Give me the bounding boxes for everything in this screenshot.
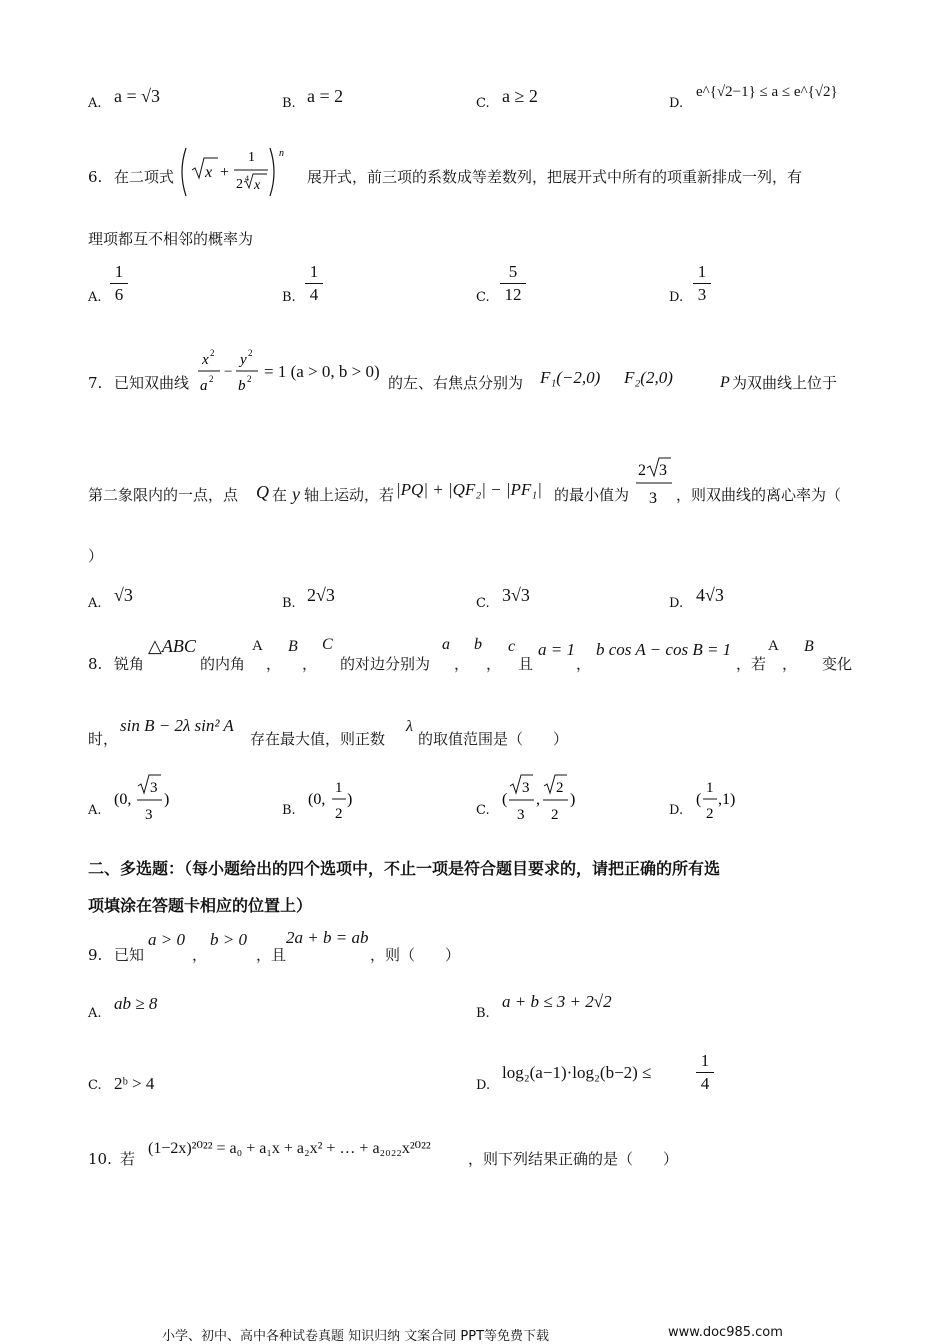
q5-option-a-label: A.: [88, 96, 102, 111]
q10-number: 10.: [88, 1150, 112, 1168]
q7-line2-e: ，则双曲线的离心率为（: [676, 486, 842, 504]
q6-option-a-fraction: 1 6: [110, 262, 128, 305]
svg-text:2: 2: [556, 780, 564, 796]
svg-text:,: ,: [536, 791, 540, 808]
svg-text:+: +: [220, 164, 230, 181]
q10-text-1: 若: [120, 1150, 136, 1168]
q6-option-b-fraction: 1 4: [305, 262, 323, 305]
svg-text:): ): [164, 791, 170, 808]
q5-option-d-label: D.: [669, 96, 684, 111]
q8-eq-bcos: b cos A − cos B = 1: [596, 640, 732, 659]
q9-text-1: 已知: [114, 946, 145, 964]
q8-side-c: c: [508, 638, 516, 655]
q7-hyperbola-fractions: [196, 346, 262, 398]
q6-option-d-fraction: 1 3: [693, 262, 711, 305]
q7-point-q: Q: [256, 482, 269, 502]
svg-text:(: (: [696, 791, 702, 808]
svg-text:1: 1: [335, 780, 343, 796]
q9-option-a-expr: ab ≥ 8: [114, 994, 158, 1013]
svg-text:3: 3: [150, 780, 158, 796]
q9-cond-a: a > 0: [148, 930, 185, 949]
svg-text:3: 3: [659, 462, 667, 479]
q7-option-c-expr: 3√3: [502, 585, 530, 605]
q8-angle-b-2: B: [804, 638, 814, 655]
section-title-line1: 二、多选题：（每小题给出的四个选项中，不止一项是符合题目要求的，请把正确的所有选: [88, 859, 721, 878]
svg-text:b: b: [238, 378, 246, 394]
svg-text:2: 2: [209, 374, 214, 384]
q8-comma-5: ，: [576, 655, 592, 673]
q7-focus-f2: F₂(2,0): [624, 368, 673, 387]
q8-option-c-interval: [500, 772, 582, 826]
footer-text: 小学、初中、高中各种试卷真题 知识归纳 文案合同 PPT等免费下载: [162, 1329, 550, 1344]
svg-text:2: 2: [551, 807, 559, 823]
q8-option-c-label: C.: [476, 803, 490, 818]
svg-text:): ): [347, 791, 353, 808]
q5-option-a-expr: a = √3: [114, 86, 161, 106]
q8-option-a-label: A.: [88, 803, 102, 818]
svg-text:x: x: [254, 178, 261, 193]
q7-option-d-expr: 4√3: [696, 585, 724, 605]
q9-cond-b: b > 0: [210, 930, 247, 949]
q8-text-2: 的内角: [200, 655, 246, 673]
q8-triangle-abc: △ABC: [148, 636, 196, 656]
q8-expression: sin B − 2λ sin² A: [120, 716, 234, 735]
q6-option-a-label: A.: [88, 290, 102, 305]
q7-line2-b: 在: [272, 486, 288, 504]
q7-line2-d: 的最小值为: [554, 486, 630, 504]
q8-side-a: a: [442, 636, 450, 653]
svg-text:1: 1: [248, 150, 255, 165]
section-title-line2: 项填涂在答题卡相应的位置上）: [88, 896, 313, 915]
q8-text-6: 变化: [822, 655, 853, 673]
q8-text-1: 锐角: [114, 655, 145, 673]
q9-option-b-label: B.: [476, 1006, 490, 1021]
q8-line2-b: 存在最大值，则正数: [250, 730, 386, 748]
q7-text-pre: 已知双曲线: [114, 374, 190, 392]
q8-text-4: 且: [518, 655, 534, 673]
q9-equation: 2a + b = ab: [286, 928, 369, 947]
q8-lambda: λ: [406, 718, 413, 735]
svg-text:3: 3: [517, 807, 525, 823]
q7-line2-c: 轴上运动，若: [304, 486, 395, 504]
svg-text:y: y: [240, 352, 247, 368]
q6-text-line2: 理项都互不相邻的概率为: [88, 230, 254, 248]
q8-angle-c: C: [322, 636, 333, 653]
q8-comma-3: ，: [454, 655, 470, 673]
q8-option-b-label: B.: [282, 803, 296, 818]
svg-text:3: 3: [145, 807, 153, 823]
q9-text-2: ，且: [256, 946, 287, 964]
q9-option-d-expr: log₂(a−1)·log₂(b−2) ≤: [502, 1063, 652, 1082]
svg-text:2: 2: [236, 177, 243, 192]
q7-option-d-label: D.: [669, 596, 684, 611]
q8-line2-a: 时，: [88, 730, 119, 748]
svg-text:n: n: [279, 148, 284, 159]
q5-option-d-expr: e^{√2−1} ≤ a ≤ e^{√2}: [696, 84, 838, 100]
q7-point-p: P: [720, 374, 730, 391]
q5-option-b-label: B.: [282, 96, 296, 111]
q5-option-c-expr: a ≥ 2: [502, 86, 538, 106]
q8-angle-b: B: [288, 638, 298, 655]
q8-comma-2: ，: [302, 655, 318, 673]
svg-text:2: 2: [706, 806, 714, 822]
q7-line2-a: 第二象限内的一点，点: [88, 486, 239, 504]
svg-text:2: 2: [638, 462, 646, 479]
q7-min-value-fraction: [634, 456, 674, 510]
q7-option-b-expr: 2√3: [307, 585, 335, 605]
q9-option-b-expr: a + b ≤ 3 + 2√2: [502, 992, 612, 1011]
q7-option-a-expr: √3: [114, 585, 133, 605]
q6-option-c-label: C.: [476, 290, 490, 305]
q8-comma-1: ，: [266, 655, 282, 673]
q8-angle-a: A: [252, 638, 263, 654]
q7-close-paren: ）: [88, 547, 104, 565]
svg-text:(0,: (0,: [308, 791, 326, 808]
svg-text:(: (: [502, 791, 508, 808]
q10-text-2: ，则下列结果正确的是（ ）: [468, 1150, 679, 1168]
svg-text:2: 2: [335, 806, 343, 822]
q9-option-d-label: D.: [476, 1078, 491, 1093]
q8-comma-4: ，: [486, 655, 502, 673]
svg-text:,1): ,1): [718, 791, 736, 808]
q8-angle-a-2: A: [768, 638, 779, 654]
q6-option-c-fraction: 5 12: [500, 262, 526, 305]
q9-text-3: ，则（ ）: [370, 946, 461, 964]
q5-option-b-expr: a = 2: [307, 86, 344, 106]
q7-condition: = 1 (a > 0, b > 0): [264, 362, 380, 381]
q8-number: 8.: [88, 655, 103, 673]
q6-binomial-formula: [178, 144, 288, 200]
svg-text:2: 2: [248, 348, 253, 358]
q8-line2-c: 的取值范围是（ ）: [418, 730, 569, 748]
svg-text:2: 2: [247, 374, 252, 384]
q7-focus-f1: F₁(−2,0): [540, 368, 601, 387]
svg-text:4: 4: [245, 174, 249, 183]
q8-comma-6: ，: [782, 655, 798, 673]
q8-option-b-interval: [306, 776, 356, 826]
svg-text:(0,: (0,: [114, 791, 132, 808]
q6-text-post: 展开式，前三项的系数成等差数列，把展开式中所有的项重新排成一列，有: [307, 168, 803, 186]
q8-text-5: ，若: [736, 655, 767, 673]
q8-option-a-interval: [112, 772, 176, 826]
q5-option-c-label: C.: [476, 96, 490, 111]
svg-text:x: x: [205, 164, 213, 181]
q6-option-d-label: D.: [669, 290, 684, 305]
svg-text:−: −: [224, 364, 233, 380]
q7-axis-y: y: [292, 484, 300, 504]
q7-abs-expression: |PQ| + |QF₂| − |PF₁|: [396, 480, 542, 499]
q8-option-d-label: D.: [669, 803, 684, 818]
q9-option-c-expr: 2ᵇ > 4: [114, 1074, 155, 1093]
svg-text:x: x: [202, 352, 209, 368]
svg-text:2: 2: [210, 348, 215, 358]
q8-eq-a1: a = 1: [538, 640, 575, 659]
svg-text:3: 3: [522, 780, 530, 796]
q7-option-b-label: B.: [282, 596, 296, 611]
q9-option-c-label: C.: [88, 1078, 102, 1093]
footer-link[interactable]: www.doc985.com: [668, 1325, 783, 1340]
q9-option-a-label: A.: [88, 1006, 102, 1021]
q6-option-b-label: B.: [282, 290, 296, 305]
q10-expansion: (1−2x)²⁰²² = a₀ + a₁x + a₂x² + … + a₂₀₂₂x²⁰²²: [148, 1140, 431, 1157]
q9-comma: ，: [192, 946, 208, 964]
q7-option-c-label: C.: [476, 596, 490, 611]
q6-number: 6.: [88, 168, 103, 186]
q8-option-d-interval: [694, 776, 744, 826]
svg-text:1: 1: [706, 780, 714, 796]
svg-text:a: a: [200, 378, 208, 394]
q7-text-mid: 的左、右焦点分别为: [388, 374, 524, 392]
svg-text:3: 3: [649, 490, 657, 507]
q9-number: 9.: [88, 946, 103, 964]
q7-option-a-label: A.: [88, 596, 102, 611]
q7-number: 7.: [88, 374, 103, 392]
q7-text-post: 为双曲线上位于: [732, 374, 838, 392]
svg-text:): ): [570, 791, 576, 808]
q8-side-b: b: [474, 636, 482, 653]
q9-option-d-fraction: 1 4: [696, 1051, 714, 1094]
q8-text-3: 的对边分别为: [340, 655, 431, 673]
q6-text-pre: 在二项式: [114, 168, 175, 186]
